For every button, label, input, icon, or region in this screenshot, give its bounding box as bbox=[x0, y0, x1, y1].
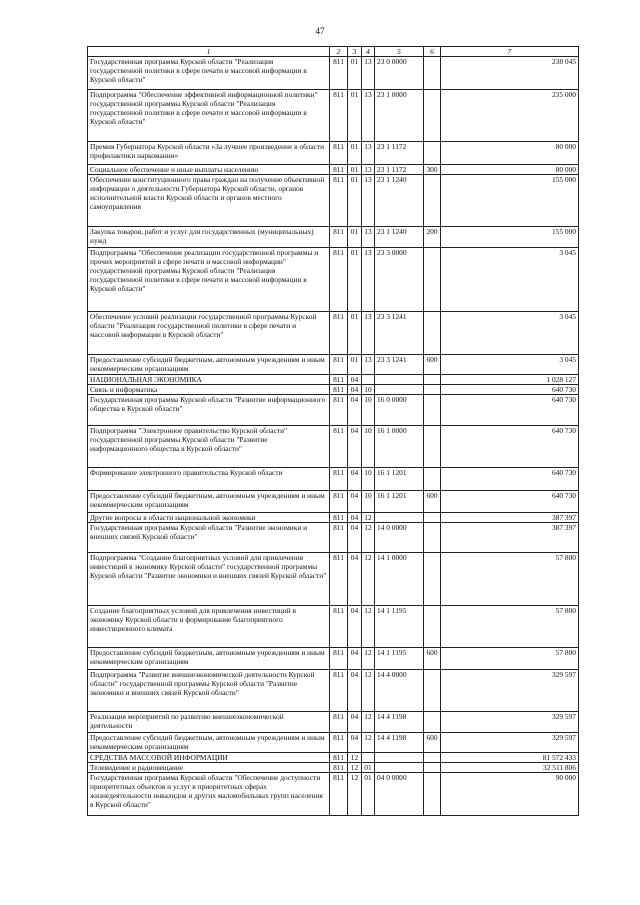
amount-cell: 640 730 bbox=[441, 395, 579, 426]
section-code-cell: 04 bbox=[348, 375, 362, 385]
target-article-cell bbox=[375, 753, 424, 763]
ministry-code-cell: 811 bbox=[330, 395, 348, 426]
expense-type-cell: 600 bbox=[424, 648, 441, 670]
ministry-code-cell: 811 bbox=[330, 763, 348, 773]
subsection-code-cell: 12 bbox=[362, 513, 375, 523]
target-article-cell: 23 1 0000 bbox=[375, 90, 424, 142]
expense-type-cell bbox=[424, 395, 441, 426]
expense-type-cell bbox=[424, 385, 441, 395]
amount-cell: 57 800 bbox=[441, 648, 579, 670]
ministry-code-cell: 811 bbox=[330, 712, 348, 733]
column-header: 6 bbox=[424, 47, 441, 57]
row-name-cell: Предоставление субсидий бюджетным, автономным учреждениям и иным некоммерческим организациям bbox=[88, 733, 330, 753]
table-row bbox=[88, 523, 579, 553]
ministry-code-cell: 811 bbox=[330, 553, 348, 606]
column-header: 5 bbox=[375, 47, 424, 57]
target-article-cell bbox=[375, 513, 424, 523]
expense-type-cell: 600 bbox=[424, 355, 441, 375]
ministry-code-cell: 811 bbox=[330, 385, 348, 395]
target-article-cell: 16 1 1201 bbox=[375, 491, 424, 513]
row-name-cell: Связь и информатика bbox=[88, 385, 330, 395]
section-code-cell: 01 bbox=[348, 355, 362, 375]
table-row bbox=[88, 142, 579, 165]
table-row bbox=[88, 375, 579, 385]
table-header-row bbox=[88, 47, 579, 57]
amount-cell: 57 800 bbox=[441, 553, 579, 606]
section-code-cell: 04 bbox=[348, 553, 362, 606]
ministry-code-cell: 811 bbox=[330, 312, 348, 355]
ministry-code-cell: 811 bbox=[330, 773, 348, 816]
table-row bbox=[88, 553, 579, 606]
table-row bbox=[88, 248, 579, 312]
expense-type-cell bbox=[424, 468, 441, 491]
amount-cell: 1 028 127 bbox=[441, 375, 579, 385]
amount-cell: 235 000 bbox=[441, 90, 579, 142]
expense-type-cell bbox=[424, 57, 441, 90]
subsection-code-cell: 12 bbox=[362, 606, 375, 648]
target-article-cell: 23 1 1172 bbox=[375, 165, 424, 175]
amount-cell: 80 000 bbox=[441, 142, 579, 165]
amount-cell: 81 572 433 bbox=[441, 753, 579, 763]
ministry-code-cell: 811 bbox=[330, 355, 348, 375]
row-name-cell: Обеспечение конституционного права граждан на получение объективной информации о деятельности Губернатора Курской области, органов исполнительной власти Курской области и органов местного самоуправления bbox=[88, 175, 330, 227]
subsection-code-cell: 10 bbox=[362, 491, 375, 513]
row-name-cell: Государственная программа Курской области "Реализация государственной политики в сфере печати и массовой информации в Курской области" bbox=[88, 57, 330, 90]
row-name-cell: Предоставление субсидий бюджетным, автономным учреждениям и иным некоммерческим организациям bbox=[88, 355, 330, 375]
amount-cell: 3 045 bbox=[441, 248, 579, 312]
target-article-cell: 14 1 1195 bbox=[375, 606, 424, 648]
subsection-code-cell: 13 bbox=[362, 165, 375, 175]
section-code-cell: 04 bbox=[348, 606, 362, 648]
subsection-code-cell: 01 bbox=[362, 773, 375, 816]
target-article-cell: 14 1 1195 bbox=[375, 648, 424, 670]
subsection-code-cell bbox=[362, 753, 375, 763]
section-code-cell: 04 bbox=[348, 523, 362, 553]
ministry-code-cell: 811 bbox=[330, 513, 348, 523]
subsection-code-cell: 10 bbox=[362, 385, 375, 395]
row-name-cell: Другие вопросы в области национальной экономики bbox=[88, 513, 330, 523]
ministry-code-cell: 811 bbox=[330, 491, 348, 513]
row-name-cell: Государственная программа Курской области "Развитие информационного общества в Курской области" bbox=[88, 395, 330, 426]
target-article-cell bbox=[375, 763, 424, 773]
ministry-code-cell: 811 bbox=[330, 248, 348, 312]
expense-type-cell bbox=[424, 763, 441, 773]
subsection-code-cell: 10 bbox=[362, 468, 375, 491]
table-row bbox=[88, 712, 579, 733]
ministry-code-cell: 811 bbox=[330, 606, 348, 648]
amount-cell: 329 597 bbox=[441, 733, 579, 753]
section-code-cell: 01 bbox=[348, 142, 362, 165]
expense-type-cell bbox=[424, 142, 441, 165]
section-code-cell: 01 bbox=[348, 227, 362, 248]
section-code-cell: 01 bbox=[348, 90, 362, 142]
ministry-code-cell: 811 bbox=[330, 468, 348, 491]
expense-type-cell bbox=[424, 753, 441, 763]
target-article-cell: 14 4 1198 bbox=[375, 712, 424, 733]
section-code-cell: 04 bbox=[348, 385, 362, 395]
amount-cell: 80 000 bbox=[441, 165, 579, 175]
expense-type-cell bbox=[424, 670, 441, 712]
section-code-cell: 04 bbox=[348, 395, 362, 426]
row-name-cell: Подпрограмма "Обеспечение эффективной информационной политики" государственной программы Курской области "Реализация государственной политики в сфере печати и массовой информации в Курской области" bbox=[88, 90, 330, 142]
section-code-cell: 04 bbox=[348, 468, 362, 491]
target-article-cell: 16 1 0000 bbox=[375, 426, 424, 468]
expense-type-cell: 600 bbox=[424, 491, 441, 513]
expense-type-cell bbox=[424, 312, 441, 355]
row-name-cell: Создание благоприятных условий для привлечения инвестиций в экономику Курской области и формирование благоприятного инвестиционного климата bbox=[88, 606, 330, 648]
row-name-cell: Закупка товаров, работ и услуг для государственных (муниципальных) нужд bbox=[88, 227, 330, 248]
amount-cell: 640 730 bbox=[441, 385, 579, 395]
target-article-cell: 14 4 0000 bbox=[375, 670, 424, 712]
table-row bbox=[88, 395, 579, 426]
section-code-cell: 04 bbox=[348, 733, 362, 753]
table-row bbox=[88, 648, 579, 670]
subsection-code-cell: 10 bbox=[362, 426, 375, 468]
ministry-code-cell: 811 bbox=[330, 227, 348, 248]
subsection-code-cell: 01 bbox=[362, 763, 375, 773]
section-code-cell: 04 bbox=[348, 491, 362, 513]
target-article-cell: 04 0 0000 bbox=[375, 773, 424, 816]
table-row bbox=[88, 606, 579, 648]
subsection-code-cell: 13 bbox=[362, 175, 375, 227]
table-row bbox=[88, 763, 579, 773]
ministry-code-cell: 811 bbox=[330, 175, 348, 227]
expense-type-cell bbox=[424, 513, 441, 523]
ministry-code-cell: 811 bbox=[330, 523, 348, 553]
section-code-cell: 04 bbox=[348, 648, 362, 670]
target-article-cell: 14 0 0000 bbox=[375, 523, 424, 553]
amount-cell: 238 045 bbox=[441, 57, 579, 90]
subsection-code-cell: 13 bbox=[362, 90, 375, 142]
subsection-code-cell: 12 bbox=[362, 670, 375, 712]
expense-type-cell bbox=[424, 712, 441, 733]
section-code-cell: 12 bbox=[348, 763, 362, 773]
section-code-cell: 04 bbox=[348, 712, 362, 733]
target-article-cell: 14 1 0000 bbox=[375, 553, 424, 606]
ministry-code-cell: 811 bbox=[330, 670, 348, 712]
target-article-cell: 23 3 1241 bbox=[375, 355, 424, 375]
row-name-cell: Предоставление субсидий бюджетным, автономным учреждениям и иным некоммерческим организациям bbox=[88, 491, 330, 513]
expense-type-cell bbox=[424, 426, 441, 468]
row-name-cell: Предоставление субсидий бюджетным, автономным учреждениям и иным некоммерческим организациям bbox=[88, 648, 330, 670]
expense-type-cell: 200 bbox=[424, 227, 441, 248]
section-code-cell: 01 bbox=[348, 165, 362, 175]
ministry-code-cell: 811 bbox=[330, 648, 348, 670]
row-name-cell: Формирование электронного правительства Курской области bbox=[88, 468, 330, 491]
amount-cell: 640 730 bbox=[441, 468, 579, 491]
table-row bbox=[88, 312, 579, 355]
subsection-code-cell: 13 bbox=[362, 57, 375, 90]
column-header: 1 bbox=[88, 47, 330, 57]
table-row bbox=[88, 385, 579, 395]
section-code-cell: 12 bbox=[348, 753, 362, 763]
expense-type-cell bbox=[424, 606, 441, 648]
row-name-cell: Подпрограмма "Развитие внешнеэкономической деятельности Курской области" государственной программы Курской области "Развитие экономики и внешних связей Курской области" bbox=[88, 670, 330, 712]
table-row bbox=[88, 733, 579, 753]
row-name-cell: Реализация мероприятий по развитию внешнеэкономической деятельности bbox=[88, 712, 330, 733]
target-article-cell: 23 3 0000 bbox=[375, 248, 424, 312]
amount-cell: 387 397 bbox=[441, 523, 579, 553]
subsection-code-cell: 12 bbox=[362, 733, 375, 753]
table-row bbox=[88, 355, 579, 375]
table-row bbox=[88, 175, 579, 227]
expense-type-cell bbox=[424, 248, 441, 312]
target-article-cell: 16 1 1201 bbox=[375, 468, 424, 491]
ministry-code-cell: 811 bbox=[330, 90, 348, 142]
target-article-cell: 14 4 1198 bbox=[375, 733, 424, 753]
section-code-cell: 01 bbox=[348, 312, 362, 355]
row-name-cell: Премия Губернатора Курской области «За лучшее произведение в области профилактики наркомании» bbox=[88, 142, 330, 165]
row-name-cell: НАЦИОНАЛЬНАЯ ЭКОНОМИКА bbox=[88, 375, 330, 385]
section-code-cell: 12 bbox=[348, 773, 362, 816]
table-row bbox=[88, 753, 579, 763]
amount-cell: 640 730 bbox=[441, 426, 579, 468]
section-code-cell: 01 bbox=[348, 175, 362, 227]
section-code-cell: 04 bbox=[348, 426, 362, 468]
row-name-cell: Социальное обеспечение и иные выплаты населению bbox=[88, 165, 330, 175]
expense-type-cell bbox=[424, 773, 441, 816]
amount-cell: 90 000 bbox=[441, 773, 579, 816]
subsection-code-cell: 13 bbox=[362, 142, 375, 165]
column-header: 2 bbox=[330, 47, 348, 57]
subsection-code-cell: 13 bbox=[362, 312, 375, 355]
ministry-code-cell: 811 bbox=[330, 375, 348, 385]
page-number: 47 bbox=[315, 26, 325, 36]
section-code-cell: 01 bbox=[348, 57, 362, 90]
target-article-cell: 23 1 1240 bbox=[375, 175, 424, 227]
table-row bbox=[88, 491, 579, 513]
target-article-cell: 23 0 0000 bbox=[375, 57, 424, 90]
table-row bbox=[88, 670, 579, 712]
expense-type-cell bbox=[424, 90, 441, 142]
row-name-cell: Подпрограмма "Создание благоприятных условий для привлечения инвестиций в экономику Курской области" государственной программы Курской области "Развитие экономики и внешних связей Курской области" bbox=[88, 553, 330, 606]
expense-type-cell bbox=[424, 375, 441, 385]
table-row bbox=[88, 165, 579, 175]
column-header: 7 bbox=[441, 47, 579, 57]
subsection-code-cell bbox=[362, 375, 375, 385]
subsection-code-cell: 12 bbox=[362, 648, 375, 670]
row-name-cell: Государственная программа Курской области "Развитие экономики и внешних связей Курской области" bbox=[88, 523, 330, 553]
subsection-code-cell: 13 bbox=[362, 227, 375, 248]
target-article-cell: 23 1 1172 bbox=[375, 142, 424, 165]
target-article-cell bbox=[375, 375, 424, 385]
expense-type-cell bbox=[424, 553, 441, 606]
table-row bbox=[88, 90, 579, 142]
amount-cell: 155 000 bbox=[441, 175, 579, 227]
target-article-cell: 16 0 0000 bbox=[375, 395, 424, 426]
table-row bbox=[88, 426, 579, 468]
table-row bbox=[88, 57, 579, 90]
subsection-code-cell: 13 bbox=[362, 248, 375, 312]
ministry-code-cell: 811 bbox=[330, 426, 348, 468]
subsection-code-cell: 10 bbox=[362, 395, 375, 426]
subsection-code-cell: 12 bbox=[362, 712, 375, 733]
expense-type-cell bbox=[424, 523, 441, 553]
budget-table bbox=[87, 46, 579, 816]
row-name-cell: Подпрограмма "Электронное правительство Курской области" государственной программы Курской области "Развитие информационного общества в Курской области" bbox=[88, 426, 330, 468]
table-row bbox=[88, 513, 579, 523]
row-name-cell: Государственная программа Курской области "Обеспечение доступности приоритетных объектов и услуг в приоритетных сферах жизнедеятельности инвалидов и других маломобильных групп населения в Курской области" bbox=[88, 773, 330, 816]
expense-type-cell: 300 bbox=[424, 165, 441, 175]
table-row bbox=[88, 773, 579, 816]
row-name-cell: Телевидение и радиовещание bbox=[88, 763, 330, 773]
amount-cell: 3 045 bbox=[441, 355, 579, 375]
table-row bbox=[88, 227, 579, 248]
ministry-code-cell: 811 bbox=[330, 165, 348, 175]
amount-cell: 32 511 806 bbox=[441, 763, 579, 773]
column-header: 3 bbox=[348, 47, 362, 57]
section-code-cell: 01 bbox=[348, 248, 362, 312]
target-article-cell bbox=[375, 385, 424, 395]
target-article-cell: 23 1 1240 bbox=[375, 227, 424, 248]
amount-cell: 3 045 bbox=[441, 312, 579, 355]
target-article-cell: 23 3 1241 bbox=[375, 312, 424, 355]
amount-cell: 640 730 bbox=[441, 491, 579, 513]
ministry-code-cell: 811 bbox=[330, 753, 348, 763]
ministry-code-cell: 811 bbox=[330, 142, 348, 165]
expense-type-cell: 600 bbox=[424, 733, 441, 753]
section-code-cell: 04 bbox=[348, 513, 362, 523]
amount-cell: 329 597 bbox=[441, 712, 579, 733]
amount-cell: 329 597 bbox=[441, 670, 579, 712]
column-header: 4 bbox=[362, 47, 375, 57]
amount-cell: 57 800 bbox=[441, 606, 579, 648]
amount-cell: 387 397 bbox=[441, 513, 579, 523]
subsection-code-cell: 13 bbox=[362, 355, 375, 375]
row-name-cell: Обеспечение условий реализации государственной программы Курской области "Реализация государственной политики в сфере печати и массовой информации в Курской области" bbox=[88, 312, 330, 355]
section-code-cell: 04 bbox=[348, 670, 362, 712]
ministry-code-cell: 811 bbox=[330, 57, 348, 90]
subsection-code-cell: 12 bbox=[362, 523, 375, 553]
row-name-cell: Подпрограмма "Обеспечение реализации государственной программы и прочих мероприятий в сфере печати и массовой информации" государственной программы Курской области "Реализация государственной политики в сфере печати и массовой информации в Курской области" bbox=[88, 248, 330, 312]
row-name-cell: СРЕДСТВА МАССОВОЙ ИНФОРМАЦИИ bbox=[88, 753, 330, 763]
amount-cell: 155 000 bbox=[441, 227, 579, 248]
table-row bbox=[88, 468, 579, 491]
expense-type-cell bbox=[424, 175, 441, 227]
ministry-code-cell: 811 bbox=[330, 733, 348, 753]
subsection-code-cell: 12 bbox=[362, 553, 375, 606]
